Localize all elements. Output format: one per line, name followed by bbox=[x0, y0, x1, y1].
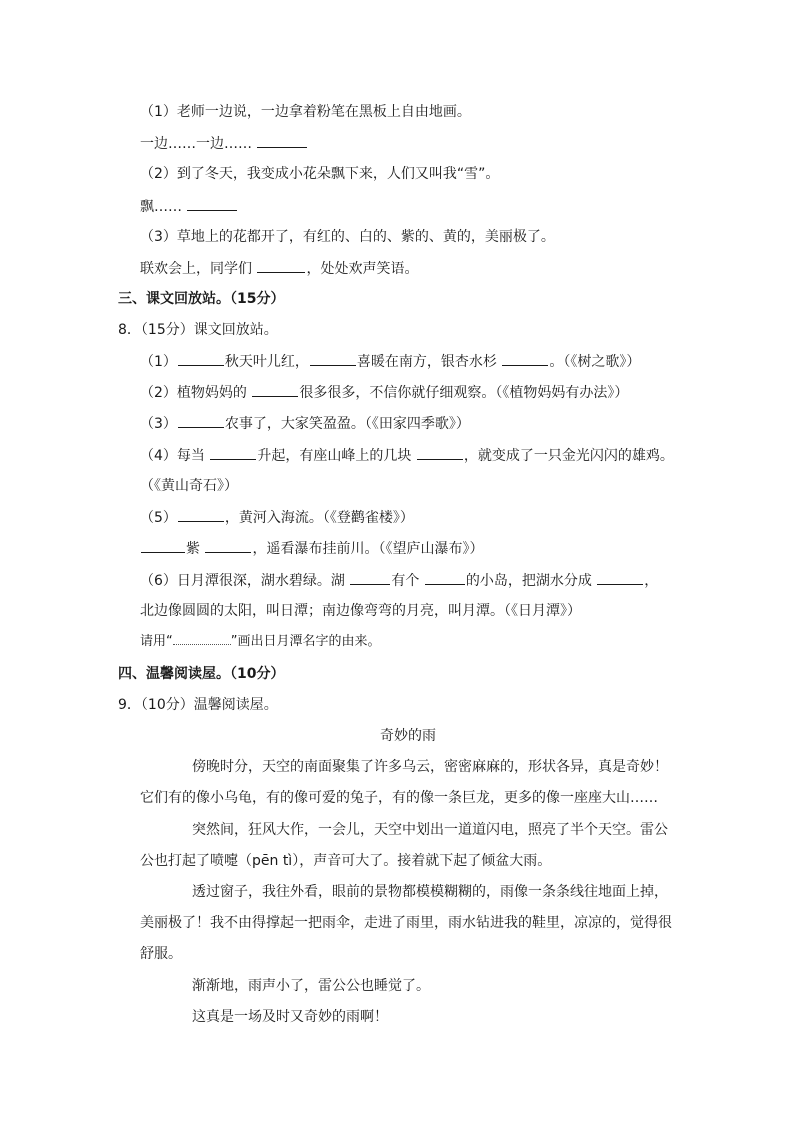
q8-item6-cont: 北边像圆圆的太阳，叫日潭；南边像弯弯的月亮，叫月潭。（《日月潭》） bbox=[140, 603, 581, 619]
answer-blank[interactable] bbox=[257, 133, 307, 148]
story-paragraph-2: 突然间，狂风大作，一会儿，天空中划出一道道闪电，照亮了半个天空。雷公 bbox=[192, 822, 668, 838]
q8-item4: （4）每当 升起，有座山峰上的几块 ，就变成了一只金光闪闪的雄鸡。 bbox=[140, 445, 674, 466]
story-paragraph-1: 傍晚时分，天空的南面聚集了许多乌云，密密麻麻的，形状各异，真是奇妙！ bbox=[192, 759, 668, 775]
question-9: 9．（10分）温馨阅读屋。 bbox=[118, 697, 278, 713]
answer-blank[interactable] bbox=[310, 351, 356, 366]
story-paragraph-4: 渐渐地，雨声小了，雷公公也睡觉了。 bbox=[192, 978, 430, 994]
answer-blank[interactable] bbox=[178, 413, 224, 428]
q8-item6: （6）日月潭很深，湖水碧绿。湖 有个 的小岛，把湖水分成 ， bbox=[140, 570, 658, 591]
q7-item1: （1）老师一边说，一边拿着粉笔在黑板上自由地画。 bbox=[140, 104, 471, 120]
q7-item1-answer: 一边……一边…… bbox=[140, 133, 308, 154]
story-title: 奇妙的雨 bbox=[380, 728, 436, 744]
q8-item3: （3） 农事了，大家笑盈盈。（《田家四季歌》） bbox=[140, 413, 470, 434]
wavy-underline-sample bbox=[173, 634, 231, 645]
q8-item1: （1） 秋天叶儿红， 喜暖在南方，银杏水杉 。（《树之歌》） bbox=[140, 351, 640, 372]
answer-blank[interactable] bbox=[425, 570, 465, 585]
q8-item4-cont: （《黄山奇石》） bbox=[140, 478, 238, 494]
story-paragraph-3-cont: 美丽极了！我不由得撑起一把雨伞，走进了雨里，雨水钻进我的鞋里，凉凉的，觉得很 bbox=[140, 915, 672, 931]
answer-blank[interactable] bbox=[141, 538, 185, 553]
story-paragraph-3-end: 舒服。 bbox=[140, 946, 182, 962]
story-paragraph-1-cont: 它们有的像小乌龟，有的像可爱的兔子，有的像一条巨龙，更多的像一座座大山…… bbox=[140, 790, 658, 806]
story-paragraph-3: 透过窗子，我往外看，眼前的景物都模模糊糊的，雨像一条条线往地面上掉， bbox=[192, 884, 668, 900]
answer-blank[interactable] bbox=[257, 258, 305, 273]
answer-blank[interactable] bbox=[178, 351, 224, 366]
answer-blank[interactable] bbox=[187, 196, 237, 211]
q7-item3: （3）草地上的花都开了，有红的、白的、紫的、黄的，美丽极了。 bbox=[140, 229, 555, 245]
answer-blank[interactable] bbox=[210, 445, 256, 460]
q7-item2-answer: 飘…… bbox=[140, 196, 238, 217]
section-4-heading: 四、温馨阅读屋。（10分） bbox=[118, 666, 285, 682]
section-3-heading: 三、课文回放站。（15分） bbox=[118, 291, 285, 307]
q8-item5-cont: 紫 ，遥看瀑布挂前川。（《望庐山瀑布》） bbox=[140, 538, 483, 559]
answer-blank[interactable] bbox=[252, 382, 298, 397]
answer-blank[interactable] bbox=[502, 351, 548, 366]
story-paragraph-2-cont: 公也打起了喷嚏（pēn tì），声音可大了。接着就下起了倾盆大雨。 bbox=[140, 853, 552, 869]
q8-item2: （2）植物妈妈的 很多很多，不信你就仔细观察。（《植物妈妈有办法》） bbox=[140, 382, 628, 403]
q8-item5: （5） ，黄河入海流。（《登鹳雀楼》） bbox=[140, 507, 414, 528]
q8-item7: 请用“ ”画出日月潭名字的由来。 bbox=[140, 634, 381, 649]
q7-item3-answer: 联欢会上，同学们 ，处处欢声笑语。 bbox=[140, 258, 418, 279]
answer-blank[interactable] bbox=[178, 507, 224, 522]
answer-blank[interactable] bbox=[350, 570, 390, 585]
answer-blank[interactable] bbox=[205, 538, 251, 553]
question-8: 8．（15分）课文回放站。 bbox=[118, 322, 278, 338]
story-paragraph-5: 这真是一场及时又奇妙的雨啊！ bbox=[192, 1009, 388, 1025]
q7-item2: （2）到了冬天，我变成小花朵飘下来，人们又叫我“雪”。 bbox=[140, 166, 500, 182]
answer-blank[interactable] bbox=[597, 570, 643, 585]
answer-blank[interactable] bbox=[417, 445, 463, 460]
